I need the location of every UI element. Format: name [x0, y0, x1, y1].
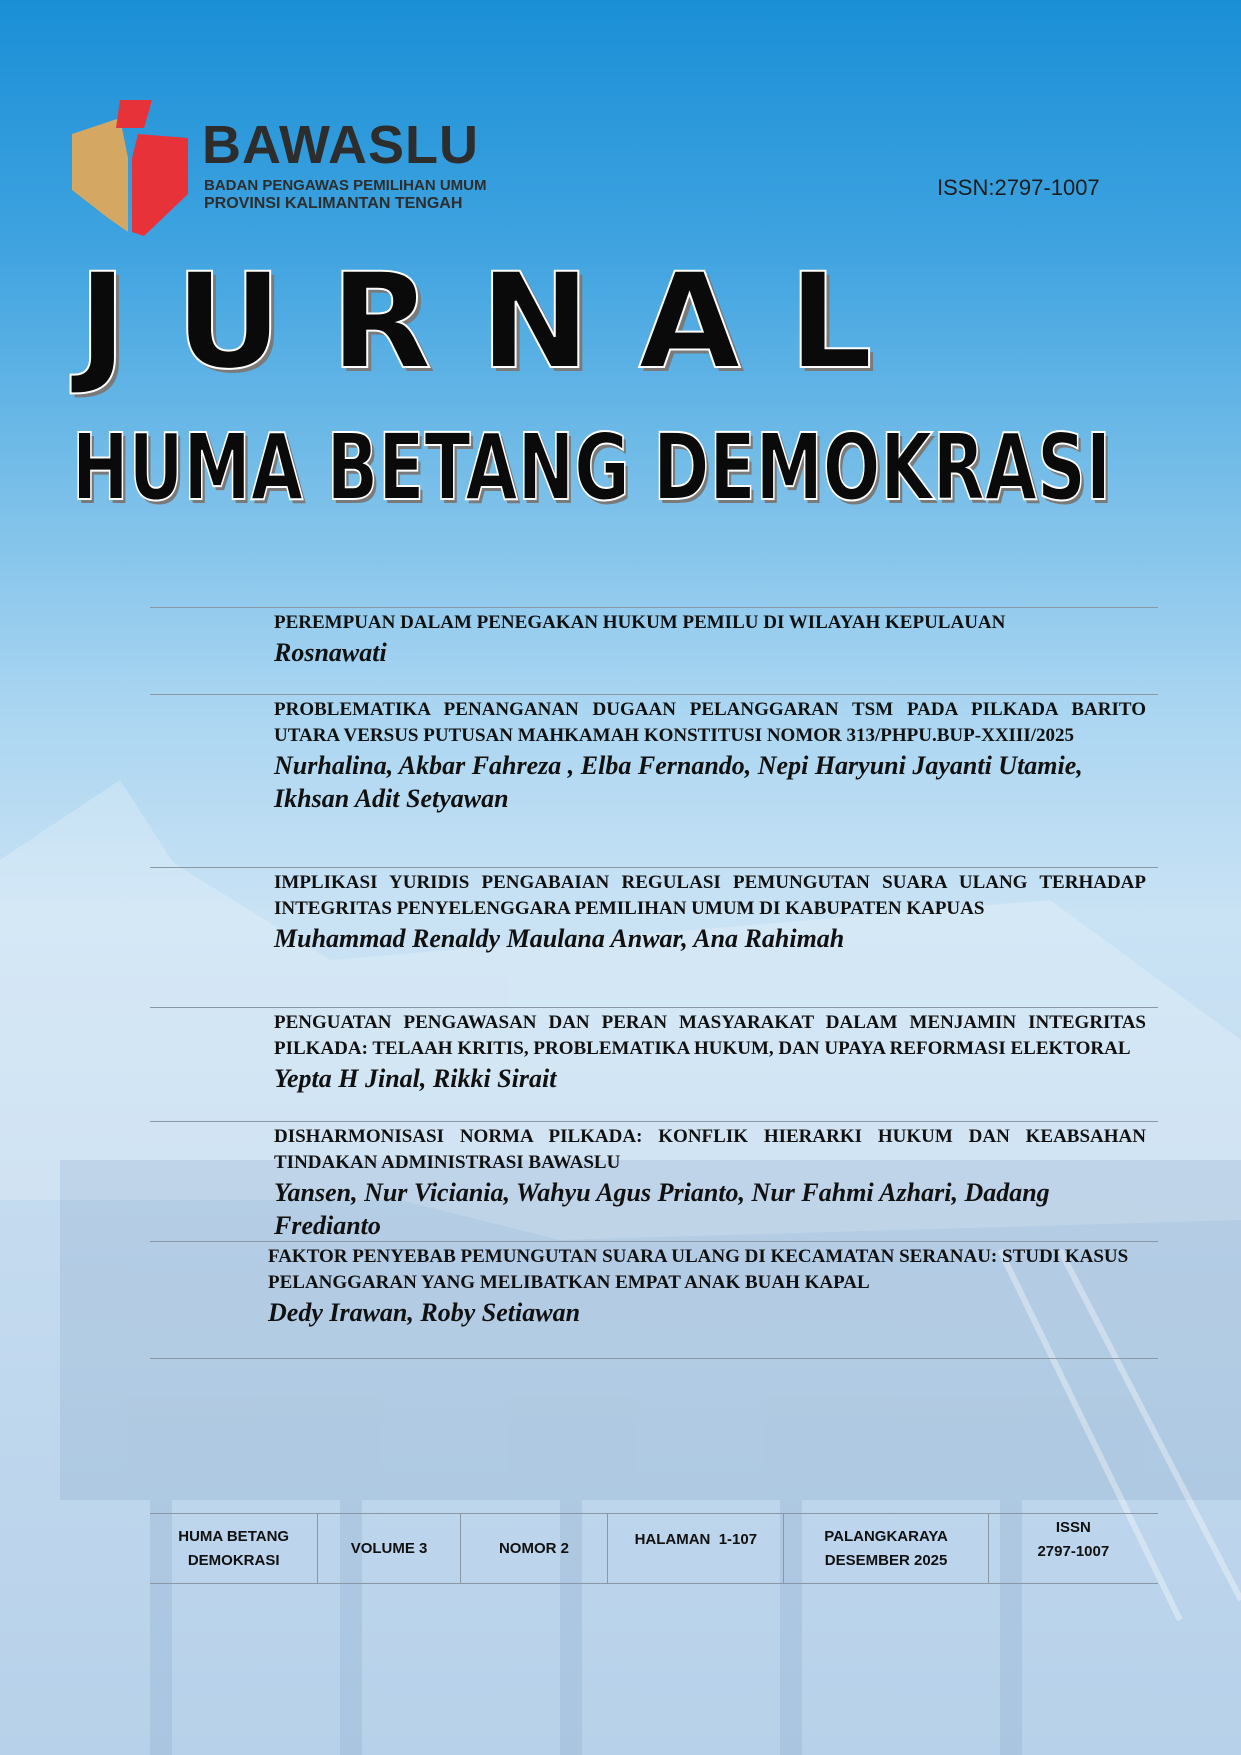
article-authors: Muhammad Renaldy Maulana Anwar, Ana Rahimah: [274, 924, 845, 953]
article-authors: Dedy Irawan, Roby Setiawan: [268, 1298, 581, 1327]
number-label: NOMOR 2: [498, 1539, 569, 1557]
article-authors: Yepta H Jinal, Rikki Sirait: [274, 1064, 557, 1093]
divider: [150, 1121, 1158, 1122]
divider: [150, 607, 1158, 608]
cell-number: [461, 1514, 608, 1583]
divider: [150, 694, 1158, 695]
article-title: IMPLIKASI YURIDIS PENGABAIAN REGULASI PEMUNGUTAN SUARA ULANG TERHADAP INTEGRITAS PENYELENGGARA PEMILIHAN UMUM DI KABUPATEN KAPUAS: [274, 872, 1146, 919]
divider: [150, 1358, 1158, 1359]
article-entry: [268, 1244, 1146, 1329]
article-entry: [274, 697, 1146, 815]
bawaslu-logo: [68, 98, 508, 238]
article-authors: Rosnawati: [274, 638, 387, 667]
issn-label: ISSN: [1055, 1519, 1091, 1536]
volume-label: VOLUME 3: [350, 1539, 428, 1557]
issue-info-table: [150, 1513, 1158, 1584]
logo-subtitle-1: BADAN PENGAWAS PEMILIHAN UMUM: [204, 177, 487, 194]
article-authors: Yansen, Nur Viciania, Wahyu Agus Prianto, Nur Fahmi Azhari, Dadang Fredianto: [274, 1178, 1050, 1240]
journal-name-line-2: DEMOKRASI: [187, 1551, 280, 1569]
issn-value: 2797-1007: [1037, 1543, 1110, 1560]
cell-journal-name: [150, 1514, 318, 1583]
cell-volume: [318, 1514, 460, 1583]
article-entry: [274, 870, 1146, 955]
article-title: FAKTOR PENYEBAB PEMUNGUTAN SUARA ULANG DI KECAMATAN SERANAU: STUDI KASUS PELANGGARAN YANG MELIBATKAN EMPAT ANAK BUAH KAPAL: [268, 1246, 1129, 1293]
article-authors: Nurhalina, Akbar Fahreza , Elba Fernando, Nepi Haryuni Jayanti Utamie, Ikhsan Adit Setyawan: [274, 751, 1083, 813]
cell-place-date: [784, 1514, 988, 1583]
pages-label: HALAMAN 1-107: [634, 1531, 758, 1548]
issn-header: ISSN:2797-1007: [937, 175, 1100, 200]
divider: [150, 867, 1158, 868]
bawaslu-emblem-icon: [68, 98, 192, 238]
divider: [150, 1007, 1158, 1008]
article-title: PEREMPUAN DALAM PENEGAKAN HUKUM PEMILU DI WILAYAH KEPULAUAN: [274, 612, 1006, 633]
article-entry: [274, 1124, 1146, 1242]
cell-pages: [608, 1514, 784, 1583]
article-title: PENGUATAN PENGAWASAN DAN PERAN MASYARAKAT DALAM MENJAMIN INTEGRITAS PILKADA: TELAAH KRITIS, PROBLEMATIKA HUKUM, DAN UPAYA REFORMASI ELEKTORAL: [274, 1012, 1146, 1059]
journal-title: JURNAL: [78, 245, 921, 399]
journal-name-line-1: HUMA BETANG: [178, 1527, 290, 1545]
logo-name: BAWASLU: [202, 115, 479, 175]
cell-issn: [989, 1514, 1158, 1583]
date-label: DESEMBER 2025: [824, 1551, 948, 1569]
article-title: DISHARMONISASI NORMA PILKADA: KONFLIK HIERARKI HUKUM DAN KEABSAHAN TINDAKAN ADMINISTRASI BAWASLU: [274, 1126, 1146, 1173]
place-label: PALANGKARAYA: [824, 1527, 948, 1545]
logo-subtitle-2: PROVINSI KALIMANTAN TENGAH: [204, 195, 463, 212]
article-title: PROBLEMATIKA PENANGANAN DUGAAN PELANGGARAN TSM PADA PILKADA BARITO UTARA VERSUS PUTUSAN MAHKAMAH KONSTITUSI NOMOR 313/PHPU.BUP-XXIII/2025: [274, 699, 1146, 746]
journal-subtitle: HUMA BETANG DEMOKRASI: [72, 414, 1112, 521]
article-entry: [274, 610, 1146, 669]
article-entry: [274, 1010, 1146, 1095]
